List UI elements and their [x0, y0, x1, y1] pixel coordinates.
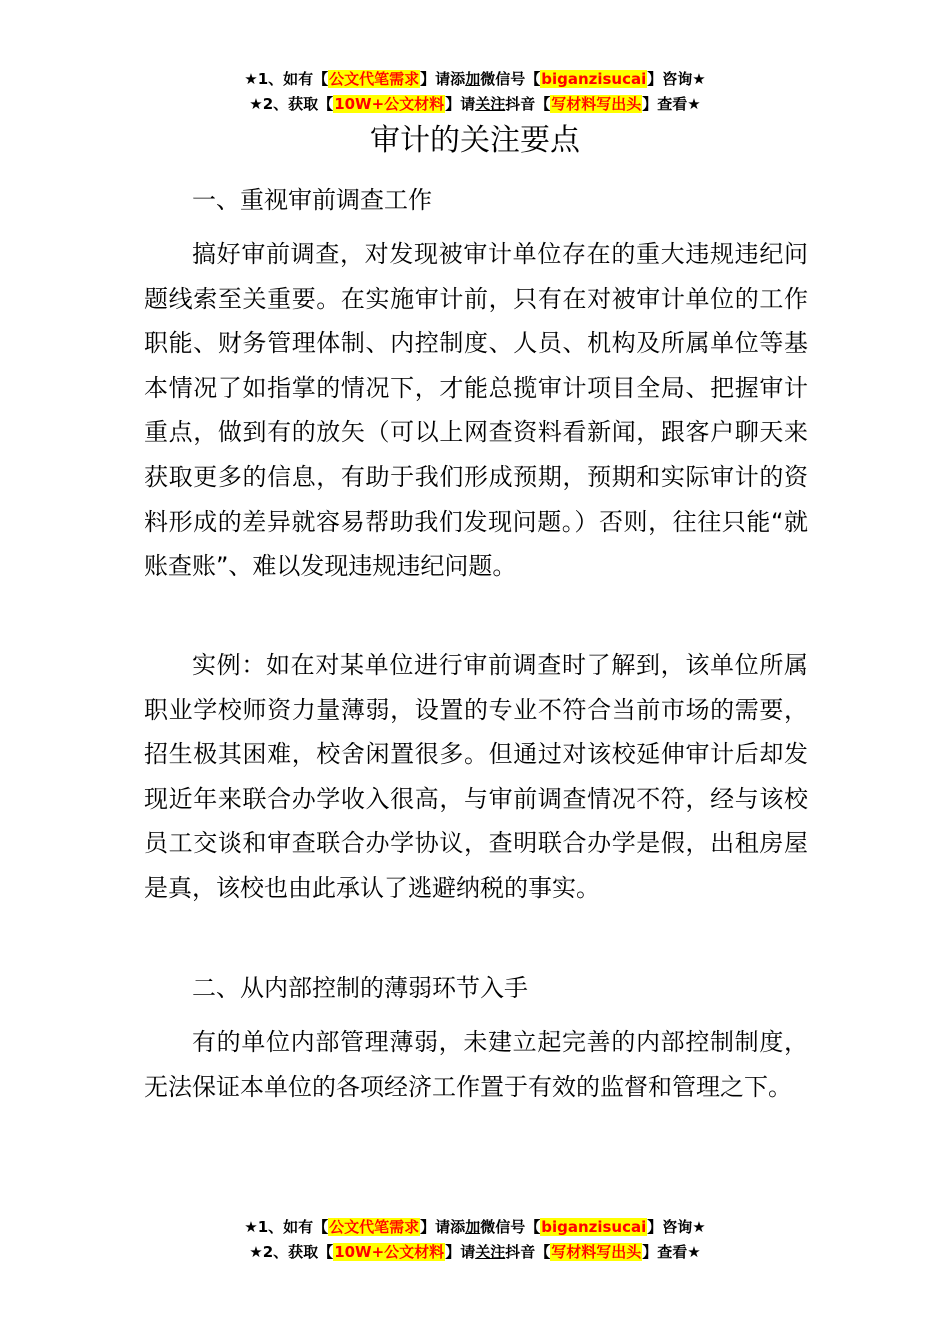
banner-line-1-mid: 】请添 [420, 70, 466, 88]
banner-line-1-mid2: 微信号【 [480, 1218, 541, 1236]
section-heading-2: 二、从内部控制的薄弱环节入手 [192, 974, 528, 1002]
banner-line-2-suffix: 】查看★ [642, 95, 701, 113]
section-heading-1: 一、重视审前调查工作 [192, 186, 432, 214]
banner-line-1-underlined: 加 [465, 70, 481, 88]
banner-line-1-suffix: 】咨询★ [647, 70, 706, 88]
banner-highlight-materials: 10W+公文材料 [334, 95, 445, 113]
banner-line-1 [0, 1215, 950, 1240]
paragraph-2: 实例：如在对某单位进行审前调查时了解到，该单位所属职业学校师资力量薄弱，设置的专业不符合当前市场的需要，招生极其困难，校舍闲置很多。但通过对该校延伸审计后却发现近年来联合办学收入很高，与审前调查情况不符，经与该校员工交谈和审查联合办学协议，查明联合办学是假，出租房屋是真，该校也由此承认了逃避纳税的事实。 [144, 651, 808, 902]
banner-line-2 [0, 92, 950, 117]
document-title: 审计的关注要点 [370, 123, 580, 158]
banner-line-1-prefix: ★1、如有【 [244, 70, 329, 88]
banner-highlight-douyin: 写材料写出头 [551, 1243, 642, 1261]
banner-line-1-mid: 】请添 [420, 1218, 466, 1236]
bottom-banner [0, 1215, 950, 1265]
top-banner [0, 67, 950, 117]
banner-highlight-service: 公文代笔需求 [329, 70, 420, 88]
banner-line-2-prefix: ★2、获取【 [249, 95, 334, 113]
banner-line-2-suffix: 】查看★ [642, 1243, 701, 1261]
paragraph-3: 有的单位内部管理薄弱，未建立起完善的内部控制制度，无法保证本单位的各项经济工作置于有效的监督和管理之下。 [144, 1028, 808, 1101]
banner-line-2-underlined: 关注 [475, 1243, 506, 1261]
banner-line-2-prefix: ★2、获取【 [249, 1243, 334, 1261]
banner-line-2 [0, 1240, 950, 1265]
banner-highlight-wechat-id: biganzisucai [541, 70, 647, 88]
banner-line-2-mid2: 抖音【 [505, 1243, 551, 1261]
banner-highlight-service: 公文代笔需求 [329, 1218, 420, 1236]
banner-line-1-mid2: 微信号【 [480, 70, 541, 88]
banner-line-1-prefix: ★1、如有【 [244, 1218, 329, 1236]
banner-line-2-mid: 】请 [445, 1243, 476, 1261]
banner-highlight-wechat-id: biganzisucai [541, 1218, 647, 1236]
banner-line-1-underlined: 加 [465, 1218, 481, 1236]
banner-highlight-douyin: 写材料写出头 [551, 95, 642, 113]
banner-line-2-mid: 】请 [445, 95, 476, 113]
paragraph-1: 搞好审前调查，对发现被审计单位存在的重大违规违纪问题线索至关重要。在实施审计前，只有在对被审计单位的工作职能、财务管理体制、内控制度、人员、机构及所属单位等基本情况了如指掌的情况下，才能总揽审计项目全局、把握审计重点，做到有的放矢（可以上网查资料看新闻，跟客户聊天来获取更多的信息，有助于我们形成预期，预期和实际审计的资料形成的差异就容易帮助我们发现问题。）否则，往往只能“就账查账”、难以发现违规违纪问题。 [144, 240, 808, 581]
banner-line-1-suffix: 】咨询★ [647, 1218, 706, 1236]
banner-line-2-underlined: 关注 [475, 95, 506, 113]
banner-highlight-materials: 10W+公文材料 [334, 1243, 445, 1261]
banner-line-1 [0, 67, 950, 92]
banner-line-2-mid2: 抖音【 [505, 95, 551, 113]
